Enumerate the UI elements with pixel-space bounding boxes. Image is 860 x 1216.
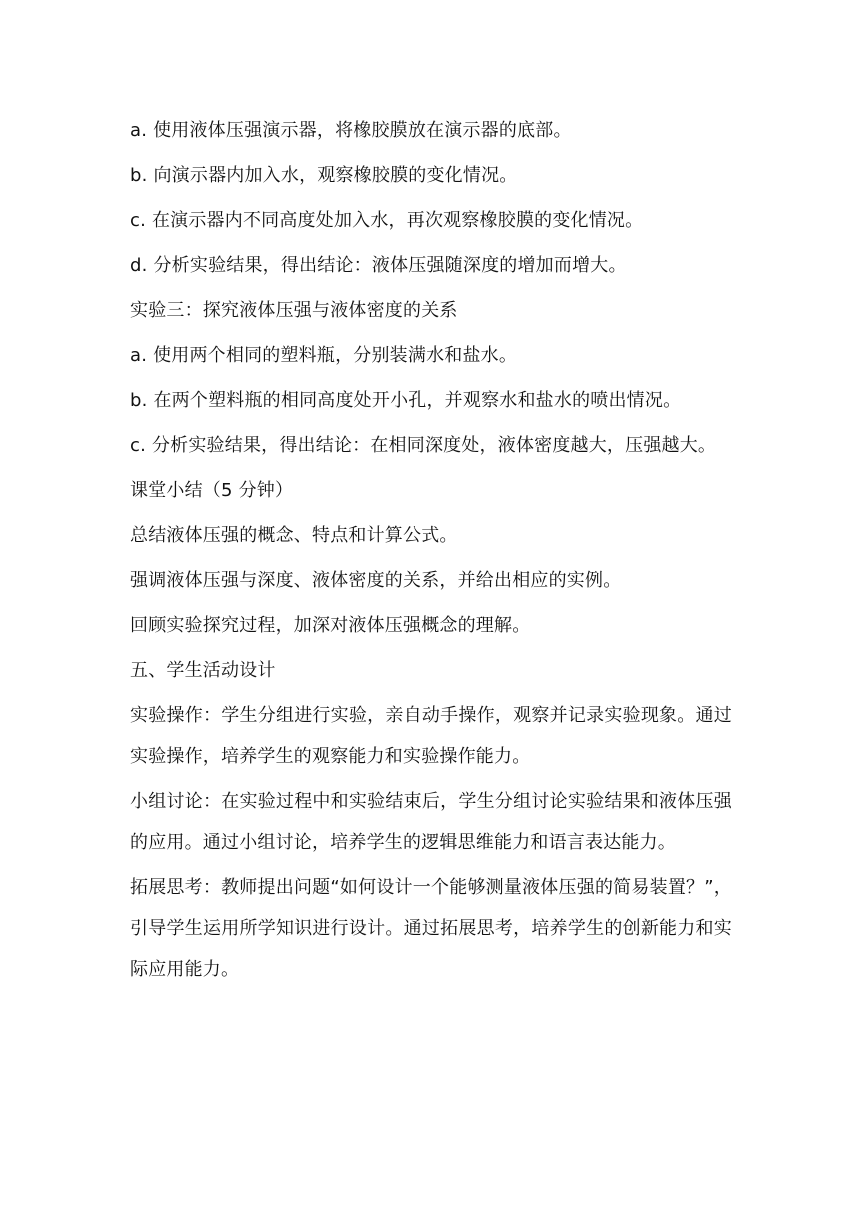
experiment-operation-paragraph: 实验操作：学生分组进行实验，亲自动手操作，观察并记录实验现象。通过实验操作，培养学生的观察能力和实验操作能力。	[130, 705, 732, 767]
document-body	[130, 110, 732, 994]
class-summary-heading: 课堂小结（5 分钟）	[130, 480, 294, 501]
step-c-paragraph: c. 在演示器内不同高度处加入水，再次观察橡胶膜的变化情况。	[130, 210, 644, 231]
group-discussion-paragraph: 小组讨论：在实验过程中和实验结束后，学生分组讨论实验结果和液体压强的应用。通过小组讨论，培养学生的逻辑思维能力和语言表达能力。	[130, 791, 732, 853]
summary-point-two: 强调液体压强与深度、液体密度的关系，并给出相应的实例。	[130, 570, 622, 591]
step-b-paragraph: b. 向演示器内加入水，观察橡胶膜的变化情况。	[130, 165, 518, 186]
step-d-paragraph: d. 分析实验结果，得出结论：液体压强随深度的增加而增大。	[130, 255, 627, 276]
student-activity-heading: 五、学生活动设计	[130, 660, 276, 681]
summary-point-three: 回顾实验探究过程，加深对液体压强概念的理解。	[130, 615, 531, 636]
experiment-three-step-b: b. 在两个塑料瓶的相同高度处开小孔，并观察水和盐水的喷出情况。	[130, 390, 682, 411]
extension-thinking-paragraph: 拓展思考：教师提出问题“如何设计一个能够测量液体压强的简易装置？”，引导学生运用所学知识进行设计。通过拓展思考，培养学生的创新能力和实际应用能力。	[130, 877, 732, 980]
step-a-paragraph: a. 使用液体压强演示器，将橡胶膜放在演示器的底部。	[130, 120, 572, 141]
summary-point-one: 总结液体压强的概念、特点和计算公式。	[130, 525, 458, 546]
experiment-three-step-a: a. 使用两个相同的塑料瓶，分别装满水和盐水。	[130, 345, 518, 366]
experiment-three-step-c: c. 分析实验结果，得出结论：在相同深度处，液体密度越大，压强越大。	[130, 435, 717, 456]
experiment-three-heading: 实验三：探究液体压强与液体密度的关系	[130, 300, 458, 321]
